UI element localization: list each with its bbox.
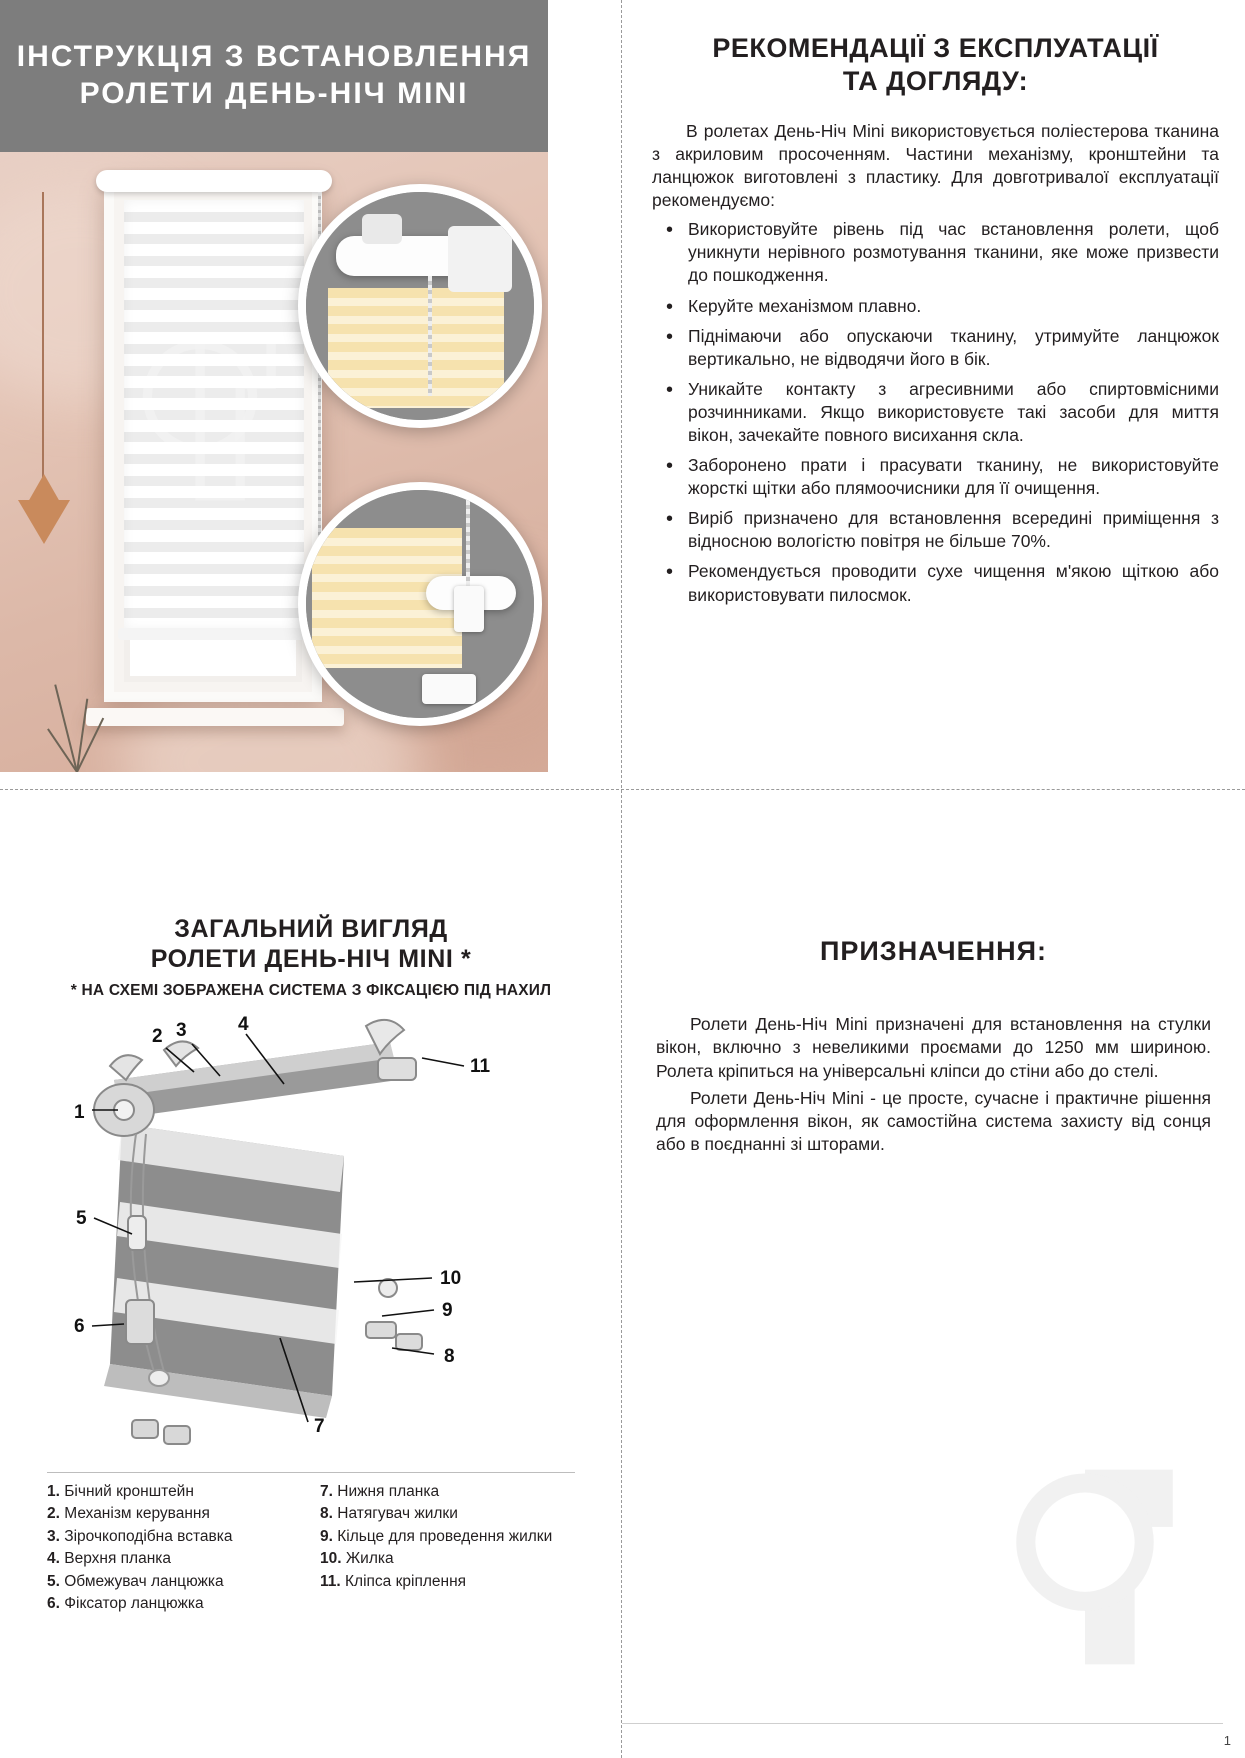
legend-number: 9. bbox=[320, 1527, 333, 1545]
legend-item bbox=[320, 1526, 575, 1548]
detail-photo-mechanism bbox=[298, 184, 542, 428]
footer-divider bbox=[622, 1723, 1223, 1724]
legend-label: Кліпса кріплення bbox=[345, 1572, 467, 1590]
svg-text:7: 7 bbox=[314, 1416, 325, 1437]
legend-number: 7. bbox=[320, 1483, 333, 1500]
svg-text:9: 9 bbox=[442, 1300, 453, 1321]
list-item: • Використовуйте рівень під час встановлення ролети, щоб уникнути нерівного розмотування тканини, яке може призвести до пошкодження. bbox=[652, 218, 1219, 287]
svg-text:6: 6 bbox=[74, 1316, 85, 1337]
legend-label: Бічний кронштейн bbox=[64, 1483, 194, 1500]
recommendations-list bbox=[652, 218, 1219, 606]
purpose-section bbox=[622, 878, 1245, 1758]
list-item: • Рекомендується проводити сухе чищення м'якою щіткою або використовувати пилосмок. bbox=[652, 560, 1219, 606]
recommendations-title-line2: ТА ДОГЛЯДУ: bbox=[842, 65, 1029, 96]
svg-text:3: 3 bbox=[176, 1020, 187, 1041]
svg-text:11: 11 bbox=[470, 1056, 491, 1077]
installation-title-line1: ІНСТРУКЦІЯ З ВСТАНОВЛЕННЯ bbox=[16, 40, 532, 74]
diagram-chain-fixer bbox=[126, 1300, 154, 1344]
legend-label: Обмежувач ланцюжка bbox=[64, 1572, 224, 1590]
svg-text:8: 8 bbox=[444, 1346, 455, 1367]
detail-ring-icon bbox=[454, 586, 484, 632]
installation-photo bbox=[0, 152, 548, 772]
overview-title-line1: ЗАГАЛЬНИЙ ВИГЛЯД bbox=[174, 915, 448, 943]
lamp-top bbox=[28, 474, 60, 502]
roller-blind-diagram bbox=[14, 1006, 608, 1466]
legend-item bbox=[320, 1571, 575, 1593]
list-item: • Піднімаючи або опускаючи тканину, утримуйте ланцюжок вертикально, не відводячи його в бік. bbox=[652, 325, 1219, 371]
legend-number: 6. bbox=[47, 1595, 60, 1613]
svg-text:5: 5 bbox=[76, 1208, 87, 1229]
blind-bottom-bar bbox=[118, 628, 310, 640]
recommendations-title bbox=[652, 32, 1219, 98]
legend-label: Кільце для проведення жилки bbox=[337, 1527, 553, 1545]
page-number: 1 bbox=[1223, 1733, 1231, 1748]
svg-text:1: 1 bbox=[74, 1102, 85, 1123]
twig bbox=[47, 728, 78, 772]
diagram-top-bar bbox=[114, 1042, 398, 1118]
lamp-cord bbox=[42, 192, 44, 502]
plant-decor bbox=[20, 652, 140, 772]
legend-column-right bbox=[320, 1481, 575, 1616]
legend-number: 4. bbox=[47, 1550, 60, 1568]
detail-cord bbox=[466, 500, 470, 596]
legend-label: Зірочкоподібна вставка bbox=[64, 1527, 233, 1545]
blind-headrail bbox=[96, 170, 332, 192]
legend-item bbox=[320, 1481, 575, 1503]
diagram-fabric bbox=[104, 1124, 344, 1418]
legend-label: Натягувач жилки bbox=[337, 1505, 458, 1523]
vertical-divider bbox=[621, 0, 622, 1758]
svg-text:2: 2 bbox=[152, 1026, 163, 1047]
list-item: • Заборонено прати і прасувати тканину, не використовуйте жорсткі щітки або плямоочисники для її очищення. bbox=[652, 454, 1219, 500]
detail-side-bracket bbox=[448, 226, 512, 292]
legend-number: 11. bbox=[320, 1572, 341, 1590]
recommendations-intro: В ролетах День-Ніч Mini використовується поліестерова тканина з акриловим просоченням. Частини механізму, кронштейни та ланцюжок виготовлені з пластику. Для довготривалої експлуатації рекомендуємо: bbox=[652, 120, 1219, 211]
diagram-svg bbox=[14, 1006, 608, 1466]
lamp-shade-icon bbox=[18, 500, 70, 544]
installation-title bbox=[0, 0, 548, 152]
purpose-paragraph-2: Ролети День-Ніч Mini - це просте, сучасне і практичне рішення для оформлення вікон, як самостійна система захисту від сонця або в поєднанні зі шторами. bbox=[656, 1087, 1211, 1155]
legend-number: 2. bbox=[47, 1505, 60, 1523]
overview-section bbox=[0, 878, 622, 1758]
list-item: • Уникайте контакту з агресивними або спиртовмісними розчинниками. Якщо використовуєте такі засоби для миття вікон, зачекайте повного висихання скла. bbox=[652, 378, 1219, 447]
legend-label: Механізм керування bbox=[64, 1505, 210, 1523]
legend-number: 5. bbox=[47, 1572, 60, 1590]
legend-label: Верхня планка bbox=[64, 1550, 172, 1568]
watermark-logo-icon bbox=[120, 332, 280, 502]
legend-item bbox=[47, 1593, 302, 1615]
list-item: • Виріб призначено для встановлення всередині приміщення з відносною вологістю повітря не більше 70%. bbox=[652, 507, 1219, 553]
overview-title bbox=[14, 914, 608, 974]
detail-clip bbox=[362, 214, 402, 244]
legend-label: Фіксатор ланцюжка bbox=[64, 1595, 204, 1613]
legend-item bbox=[47, 1548, 302, 1570]
installation-title-line2: РОЛЕТИ ДЕНЬ-НІЧ MINI bbox=[79, 77, 469, 110]
purpose-body bbox=[656, 1013, 1211, 1157]
watermark-logo-icon bbox=[985, 1462, 1185, 1672]
legend-item bbox=[47, 1571, 302, 1593]
svg-text:10: 10 bbox=[440, 1268, 462, 1289]
legend-number: 8. bbox=[320, 1505, 333, 1523]
legend-item bbox=[47, 1481, 302, 1503]
recommendations-section bbox=[622, 0, 1245, 878]
legend-number: 10. bbox=[320, 1550, 342, 1568]
recommendations-title-line1: РЕКОМЕНДАЦІЇ З ЕКСПЛУАТАЦІЇ bbox=[712, 33, 1159, 63]
detail-chain bbox=[428, 276, 432, 396]
purpose-title: ПРИЗНАЧЕННЯ: bbox=[819, 936, 1048, 966]
overview-subtitle: * НА СХЕМІ ЗОБРАЖЕНА СИСТЕМА З ФІКСАЦІЄЮ ПІД НАХИЛ bbox=[70, 982, 552, 999]
svg-text:4: 4 bbox=[238, 1014, 249, 1035]
detail-photo-tensioner bbox=[298, 482, 542, 726]
horizontal-divider bbox=[0, 789, 1245, 790]
legend-number: 3. bbox=[47, 1527, 60, 1545]
diagram-legend bbox=[47, 1472, 575, 1616]
installation-section bbox=[0, 0, 622, 878]
legend-item bbox=[47, 1526, 302, 1548]
legend-item bbox=[47, 1503, 302, 1525]
legend-label: Жилка bbox=[345, 1550, 394, 1568]
legend-column-left bbox=[47, 1481, 302, 1616]
detail-tensioner-icon bbox=[422, 674, 476, 704]
legend-number: 1. bbox=[47, 1483, 60, 1500]
list-item: • Керуйте механізмом плавно. bbox=[652, 295, 1219, 318]
detail-fabric bbox=[328, 288, 504, 408]
purpose-paragraph-1: Ролети День-Ніч Mini призначені для встановлення на стулки вікон, включно з невеликими проємами до 1250 мм шириною. Ролета кріпиться на універсальні кліпси до стіни або до стелі. bbox=[656, 1014, 1211, 1081]
legend-item bbox=[320, 1503, 575, 1525]
legend-item bbox=[320, 1548, 575, 1570]
legend-label: Нижня планка bbox=[337, 1483, 440, 1500]
overview-title-line2: РОЛЕТИ ДЕНЬ-НІЧ MINI * bbox=[150, 945, 472, 973]
